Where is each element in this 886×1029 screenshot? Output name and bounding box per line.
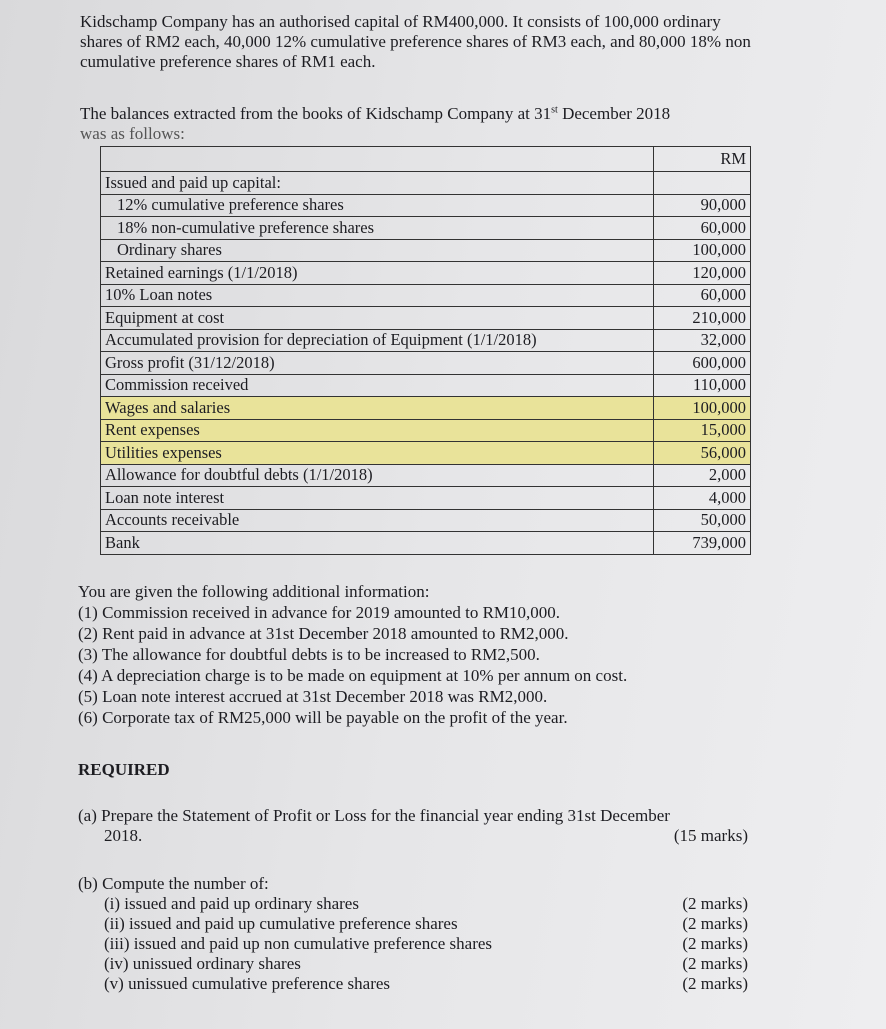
additional-item: (3) The allowance for doubtful debts is to be increased to RM2,500. (78, 645, 540, 664)
additional-item: (2) Rent paid in advance at 31st December 2018 amounted to RM2,000. (78, 624, 569, 643)
table-row (101, 194, 751, 217)
table-row (101, 509, 751, 532)
table-row (101, 239, 751, 262)
table-row (101, 374, 751, 397)
additional-item: (6) Corporate tax of RM25,000 will be payable on the profit of the year. (78, 708, 568, 727)
row-label: Equipment at cost (101, 307, 654, 330)
row-value: 32,000 (654, 329, 751, 352)
row-value: 90,000 (654, 194, 751, 217)
row-label: Bank (101, 532, 654, 555)
table-row (101, 172, 751, 195)
additional-info: You are given the following additional information: (1) Commission received in advance for 2019 amounted to RM10,000. (2) Rent paid in advance at 31st December 2018 amounted to RM2,000. (3) The allowance for doubtful debts is to be increased to RM2,500. (4) A depreciation charge is to be made on equipment at 10% per annum on cost. (5) Loan note interest accrued at 31st December 2018 was RM2,000. (6) Corporate tax of RM25,000 will be payable on the profit of the year. (78, 582, 778, 729)
question-b-item: (ii) issued and paid up cumulative preference shares (2 marks) (104, 914, 748, 933)
balances-table (100, 146, 751, 555)
row-value: 60,000 (654, 217, 751, 240)
question-b-item: (iii) issued and paid up non cumulative preference shares (2 marks) (104, 934, 748, 953)
row-label: 18% non-cumulative preference shares (101, 217, 654, 240)
row-label: Ordinary shares (101, 239, 654, 262)
row-label: Wages and salaries (101, 397, 654, 420)
table-row (101, 397, 751, 420)
row-label: Allowance for doubtful debts (1/1/2018) (101, 464, 654, 487)
table-row (101, 284, 751, 307)
balances-intro: The balances extracted from the books of Kidschamp Company at 31st December 2018 was as follows: (80, 104, 671, 143)
table-row (101, 352, 751, 375)
table-row (101, 262, 751, 285)
row-value: 60,000 (654, 284, 751, 307)
row-value: 4,000 (654, 487, 751, 510)
row-value: 120,000 (654, 262, 751, 285)
row-label: Accounts receivable (101, 509, 654, 532)
row-value: 15,000 (654, 419, 751, 442)
intro-paragraph: Kidschamp Company has an authorised capital of RM400,000. It consists of 100,000 ordinary shares of RM2 each, 40,000 12% cumulative preference shares of RM3 each, and 80,000 18% non cumulative preference shares of RM1 each. (80, 12, 751, 71)
row-label: Loan note interest (101, 487, 654, 510)
additional-item: (4) A depreciation charge is to be made on equipment at 10% per annum on cost. (78, 666, 628, 685)
table-row (101, 464, 751, 487)
row-label: Issued and paid up capital: (101, 172, 654, 195)
row-value: 600,000 (654, 352, 751, 375)
row-label: Rent expenses (101, 419, 654, 442)
question-b-item: (i) issued and paid up ordinary shares (2 marks) (104, 894, 748, 913)
row-label: Utilities expenses (101, 442, 654, 465)
table-header: RM (101, 147, 751, 172)
required-heading: REQUIRED (78, 760, 170, 779)
table-row (101, 307, 751, 330)
table-row (101, 487, 751, 510)
question-b-item: (iv) unissued ordinary shares (2 marks) (104, 954, 748, 973)
row-label: Gross profit (31/12/2018) (101, 352, 654, 375)
row-value: 100,000 (654, 397, 751, 420)
row-value: 56,000 (654, 442, 751, 465)
row-value: 50,000 (654, 509, 751, 532)
additional-item: (1) Commission received in advance for 2019 amounted to RM10,000. (78, 603, 561, 622)
row-value: 100,000 (654, 239, 751, 262)
table-row (101, 329, 751, 352)
table-row (101, 532, 751, 555)
row-label: Commission received (101, 374, 654, 397)
row-value: 739,000 (654, 532, 751, 555)
row-value (654, 172, 751, 195)
question-b-item: (v) unissued cumulative preference shares (2 marks) (104, 974, 748, 993)
table-row (101, 217, 751, 240)
row-label: Retained earnings (1/1/2018) (101, 262, 654, 285)
row-label: Accumulated provision for depreciation of Equipment (1/1/2018) (101, 329, 654, 352)
row-value: 210,000 (654, 307, 751, 330)
question-a: (a) Prepare the Statement of Profit or Loss for the financial year ending 31st December 2018. (15 marks) (78, 806, 748, 845)
table-row (101, 442, 751, 465)
row-value: 110,000 (654, 374, 751, 397)
row-value: 2,000 (654, 464, 751, 487)
row-label: 10% Loan notes (101, 284, 654, 307)
table-row (101, 419, 751, 442)
row-label: 12% cumulative preference shares (101, 194, 654, 217)
additional-item: (5) Loan note interest accrued at 31st December 2018 was RM2,000. (78, 687, 548, 706)
question-b: (b) Compute the number of: (i) issued and paid up ordinary shares (2 marks) (ii) issued and paid up cumulative preference shares (2 marks) (iii) issued and paid up non cumulative preference shares (2 marks) (iv) unissued ordinary shares (2 marks) (v) unissued cumulative preference shares (2 marks) (78, 874, 748, 993)
